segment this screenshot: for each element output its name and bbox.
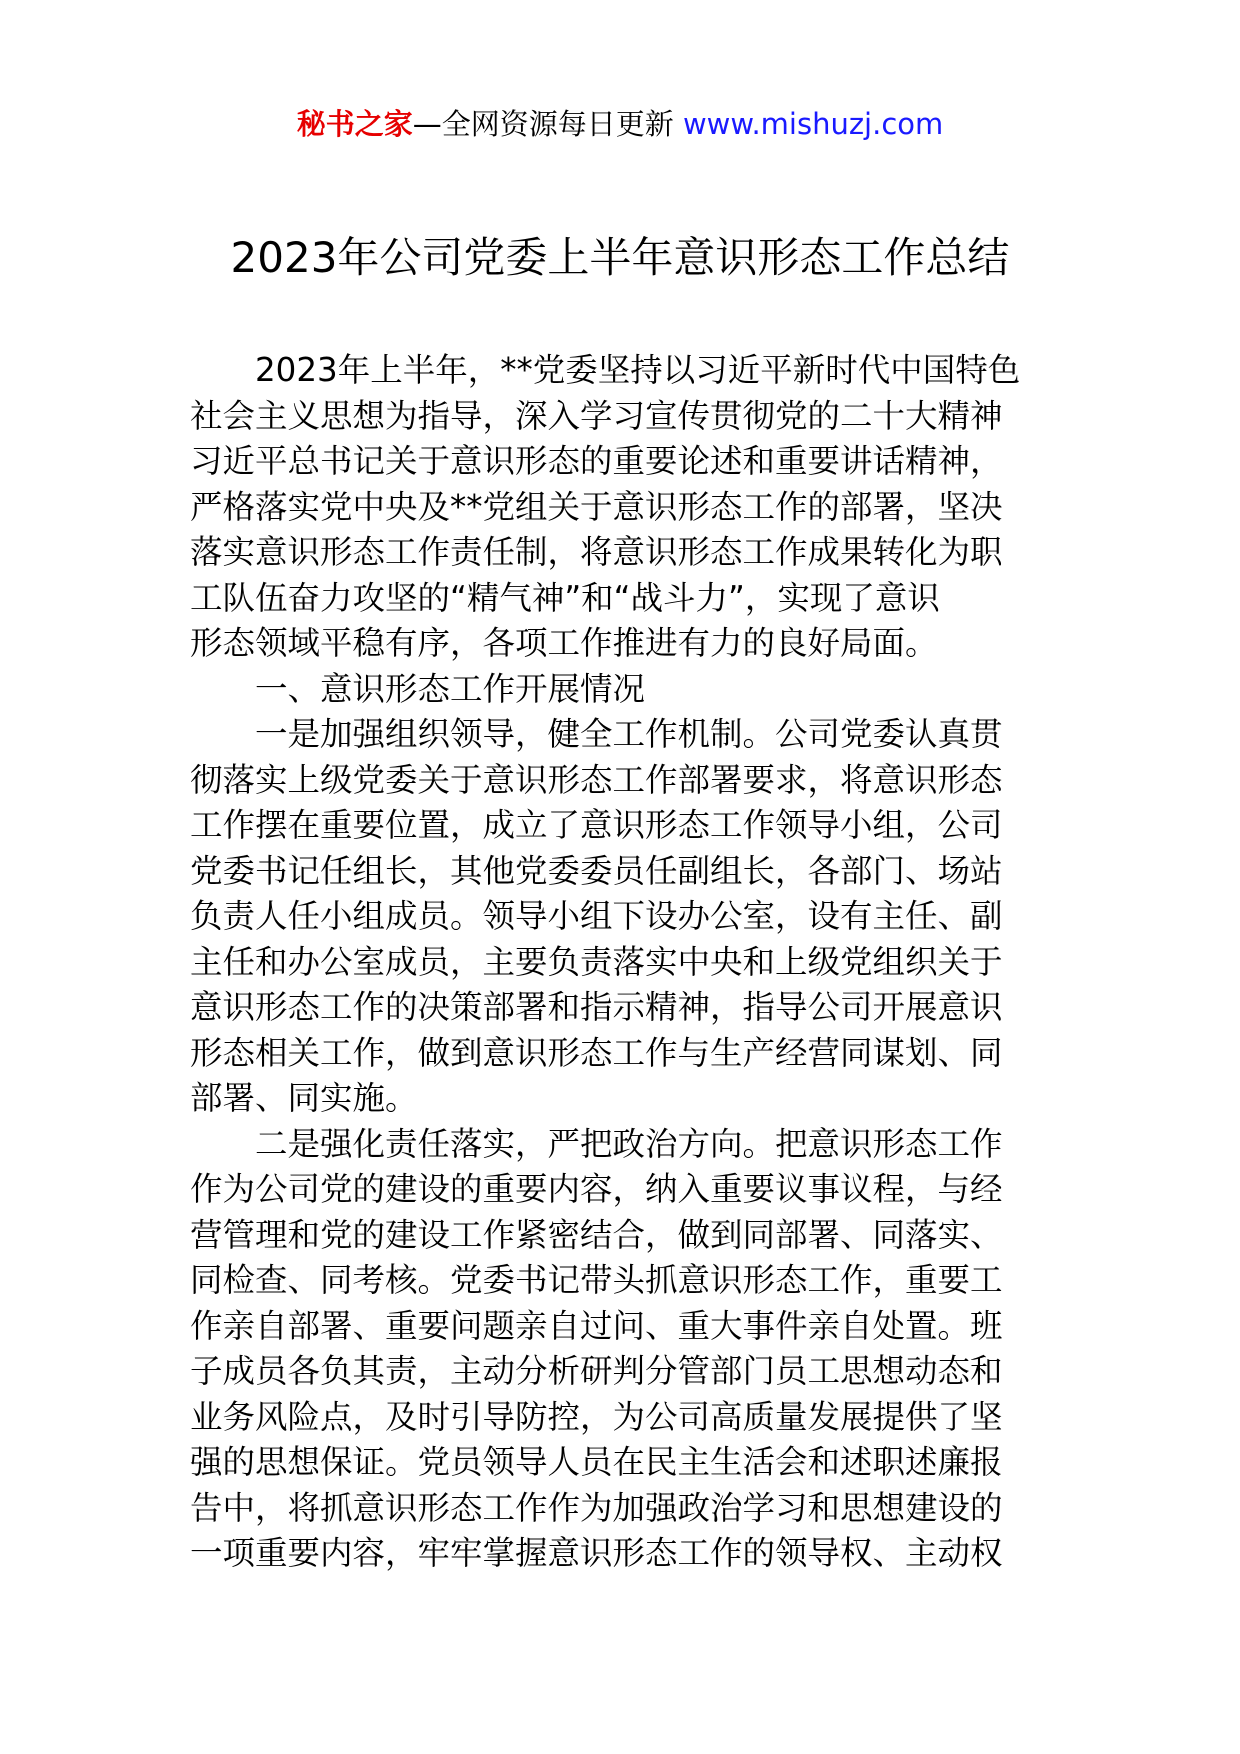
body-text-line: 意识形态工作的决策部署和指示精神，指导公司开展意识 (190, 988, 1003, 1026)
body-text-line: 2023年上半年，**党委坚持以习近平新时代中国特色 (190, 351, 1021, 389)
body-text-line: 部署、同实施。 (190, 1079, 418, 1117)
body-text-line: 形态领域平稳有序，各项工作推进有力的良好局面。 (190, 624, 938, 662)
body-text-line: 一项重要内容，牢牢掌握意识形态工作的领导权、主动权 (190, 1534, 1003, 1572)
body-text-line: 主任和办公室成员，主要负责落实中央和上级党组织关于 (190, 942, 1003, 981)
body-text-line: 工队伍奋力攻坚的“精气神”和“战斗力”，实现了意识 (190, 578, 940, 617)
site-brand: 秘书之家 (296, 107, 413, 141)
body-text-line: 一是加强组织领导，健全工作机制。公司党委认真贯 (190, 715, 1003, 753)
body-text-line: 告中，将抓意识形态工作作为加强政治学习和思想建设的 (190, 1488, 1003, 1527)
body-text-line: 社会主义思想为指导，深入学习宣传贯彻党的二十大精神 (190, 396, 1003, 435)
body-text-line: 营管理和党的建设工作紧密结合，做到同部署、同落实、 (190, 1215, 1003, 1254)
body-text-line: 彻落实上级党委关于意识形态工作部署要求，将意识形态 (190, 760, 1003, 799)
site-banner (0, 102, 1240, 146)
body-text-line: 工作摆在重要位置，成立了意识形态工作领导小组，公司 (190, 806, 1003, 844)
body-text-line: 一、意识形态工作开展情况 (190, 669, 646, 708)
body-text-line: 子成员各负其责，主动分析研判分管部门员工思想动态和 (190, 1352, 1003, 1390)
body-text-line: 作为公司党的建设的重要内容，纳入重要议事议程，与经 (190, 1170, 1003, 1208)
document-title: 2023年公司党委上半年意识形态工作总结 (230, 233, 1010, 282)
site-url-link[interactable]: www.mishuzj.com (682, 107, 944, 141)
body-text-line: 强的思想保证。党员领导人员在民主生活会和述职述廉报 (190, 1443, 1003, 1481)
body-text-line: 负责人任小组成员。领导小组下设办公室，设有主任、副 (190, 897, 1003, 935)
site-tagline: —全网资源每日更新 (412, 107, 683, 141)
body-text-line: 落实意识形态工作责任制，将意识形态工作成果转化为职 (190, 533, 1003, 571)
body-text-line: 作亲自部署、重要问题亲自过问、重大事件亲自处置。班 (190, 1306, 1003, 1345)
body-text-line: 形态相关工作，做到意识形态工作与生产经营同谋划、同 (190, 1033, 1003, 1072)
body-text-line: 二是强化责任落实，严把政治方向。把意识形态工作 (190, 1124, 1003, 1163)
body-text-line: 业务风险点，及时引导防控，为公司高质量发展提供了坚 (190, 1397, 1003, 1436)
body-text-line: 严格落实党中央及**党组关于意识形态工作的部署，坚决 (190, 487, 1003, 526)
body-text-line: 习近平总书记关于意识形态的重要论述和重要讲话精神， (190, 442, 1003, 480)
body-text-line: 同检查、同考核。党委书记带头抓意识形态工作，重要工 (190, 1261, 1003, 1299)
document-body (190, 348, 1060, 1577)
body-text-line: 党委书记任组长，其他党委委员任副组长，各部门、场站 (190, 851, 1003, 890)
